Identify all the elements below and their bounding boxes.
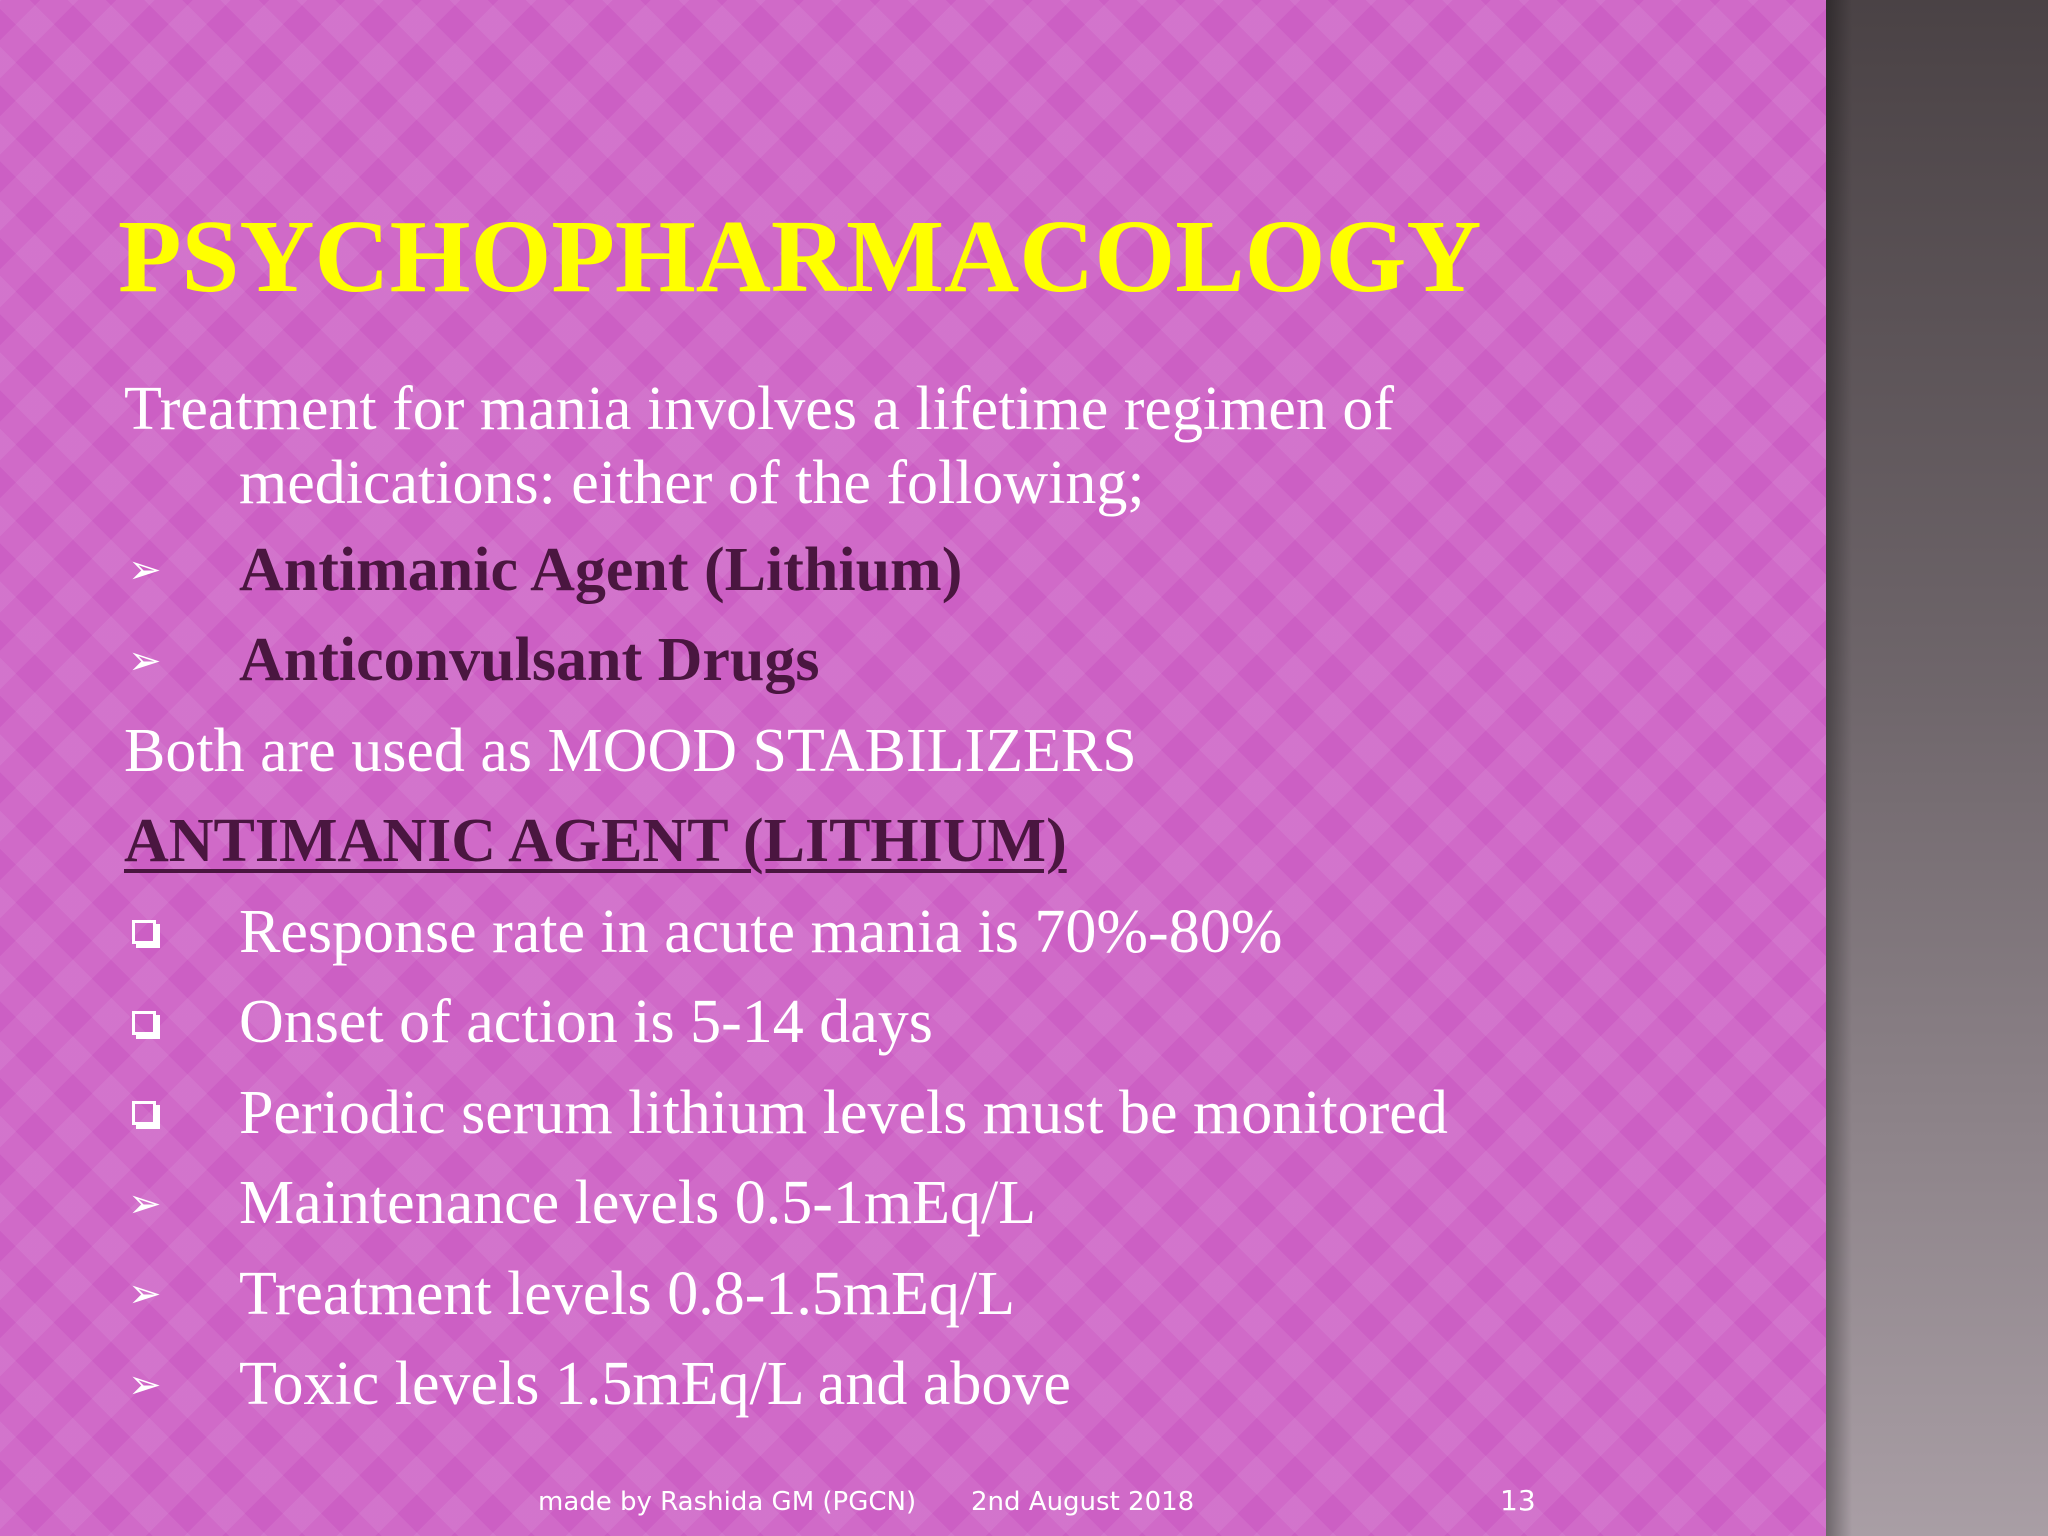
arrow-bullet-icon: ➢: [128, 637, 162, 684]
mood-stabilizers-text: Both are used as MOOD STABILIZERS: [124, 716, 1137, 785]
slide-body: [124, 372, 1724, 1430]
level-item-maintenance: [124, 1158, 1724, 1249]
level-item-toxic: [124, 1339, 1724, 1430]
slide-title: PSYCHOPHARMACOLOGY: [118, 199, 1482, 314]
footer-page-number: 13: [1500, 1484, 1536, 1517]
checkbox-bullet-icon: [124, 1011, 239, 1035]
checkbox-bullet-icon: [124, 920, 239, 944]
level-item-treatment: [124, 1249, 1724, 1340]
footer-date: 2nd August 2018: [971, 1487, 1195, 1517]
level-text: Maintenance levels 0.5-1mEq/L: [239, 1169, 1037, 1238]
arrow-bullet-icon: ➢: [128, 547, 162, 594]
arrow-bullet-icon: ➢: [128, 1361, 162, 1408]
side-gradient-bar: [1826, 0, 2048, 1536]
level-text: Toxic levels 1.5mEq/L and above: [239, 1350, 1071, 1419]
section-heading: [124, 796, 1724, 887]
checklist-item-onset: [124, 977, 1724, 1068]
checklist-text: Periodic serum lithium levels must be monitored: [239, 1078, 1448, 1147]
checklist-text: Response rate in acute mania is 70%-80%: [239, 897, 1283, 966]
arrow-bullet-icon: ➢: [128, 1271, 162, 1318]
checklist-text: Onset of action is 5-14 days: [239, 988, 933, 1057]
mood-stabilizers-line: [124, 706, 1724, 797]
checklist-item-response-rate: [124, 887, 1724, 978]
intro-paragraph: Treatment for mania involves a lifetime regimen of medications: either of the following;: [124, 375, 1395, 518]
bullet-item-anticonvulsant: [124, 615, 1724, 706]
arrow-bullet-icon: ➢: [128, 1180, 162, 1227]
bullet-item-lithium: [124, 525, 1724, 616]
checkbox-bullet-icon: [124, 1101, 239, 1125]
section-heading-text: ANTIMANIC AGENT (LITHIUM): [124, 807, 1067, 876]
footer-author: made by Rashida GM (PGCN): [538, 1487, 917, 1517]
bullet-text: Antimanic Agent (Lithium): [239, 535, 963, 604]
bullet-text: Anticonvulsant Drugs: [239, 626, 820, 695]
checklist-item-monitoring: [124, 1068, 1724, 1159]
level-text: Treatment levels 0.8-1.5mEq/L: [239, 1259, 1016, 1328]
